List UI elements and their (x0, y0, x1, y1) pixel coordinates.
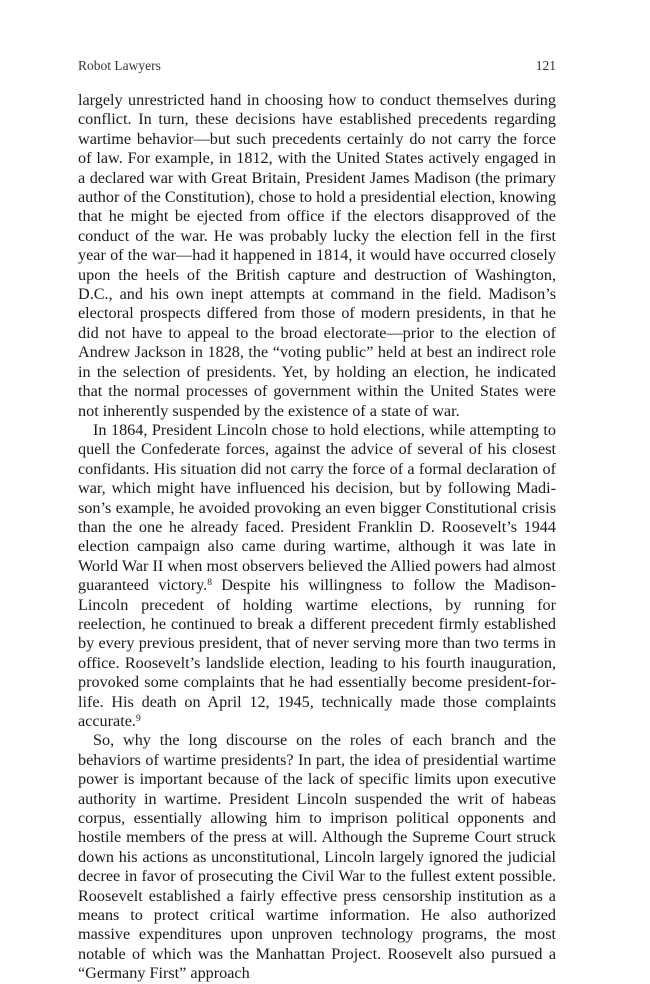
page-number: 121 (535, 58, 556, 73)
footnote-ref-9[interactable]: 9 (135, 714, 141, 724)
paragraph-2-text-a: In 1864, President Lincoln chose to hold elections, while attempting to quell the Confederate forces, against the advice of several of his closest confidants. His situation did not carry the force of a formal declaration of war, which might have influenced his decision, but by following Madison’s example, he avoided provoking an even bigger Constitutional crisis than the one he already faced. President Franklin D. Roosevelt’s 1944 election campaign also came during wartime, although it was late in World War II when most observers believed the Allied powers had almost guaranteed victory. (78, 420, 556, 595)
body-text (78, 91, 556, 984)
paragraph-2-text-b: Despite his willingness to follow the Madison-Lincoln precedent of holding wartime elections, by running for reelection, he continued to break a different precedent firmly established by every previous president, that of never serving more than two terms in office. Roosevelt’s landslide election, leading to his fourth inauguration, provoked some complaints that he had essentially become president-for-life. His death on April 12, 1945, technically made those complaints accurate. (78, 576, 556, 730)
paragraph-3-text: So, why the long discourse on the roles of each branch and the behaviors of wartime presidents? In part, the idea of presidential wartime power is important because of the lack of specific limits upon executive authority in wartime. President Lincoln suspended the writ of habeas corpus, essentially allowing him to imprison political opponents and hostile members of the press at will. Although the Supreme Court struck down his actions as unconstitutional, Lincoln largely ignored the judicial decree in favor of prosecuting the Civil War to the fullest extent possible. Roosevelt established a fairly effective press censorship institution as a means to protect critical wartime information. He also authorized massive expenditures upon unproven technology programs, the most notable of which was the Manhattan Project. Roosevelt also pursued a “Germany First” approach (78, 731, 556, 983)
paragraph-2 (78, 421, 556, 732)
running-header (78, 58, 556, 82)
book-page (78, 58, 556, 984)
paragraph-1 (78, 91, 556, 421)
paragraph-3 (78, 731, 556, 983)
running-title: Robot Lawyers (78, 58, 161, 73)
paragraph-1-text: largely unrestricted hand in choosing how to conduct themselves during conflict. In turn, these decisions have established precedents regarding wartime behavior—but such precedents certainly do not carry the force of law. For example, in 1812, with the United States actively engaged in a declared war with Great Britain, President James Madison (the primary author of the Constitution), chose to hold a presidential election, knowing that he might be ejected from office if the electors disapproved of the conduct of the war. He was probably lucky the election fell in the first year of the war—had it happened in 1814, it would have occurred closely upon the heels of the British capture and destruction of Washington, D.C., and his own inept attempts at command in the field. Madison’s electoral prospects differed from those of modern presidents, in that he did not have to appeal to the broad electorate—prior to the election of Andrew Jackson in 1828, the “voting public” held at best an indirect role in the selection of presidents. Yet, by holding an election, he indicated that the normal processes of government within the United States were not inherently suspended by the existence of a state of war. (78, 91, 556, 420)
footnote-ref-8[interactable]: 8 (207, 578, 212, 589)
